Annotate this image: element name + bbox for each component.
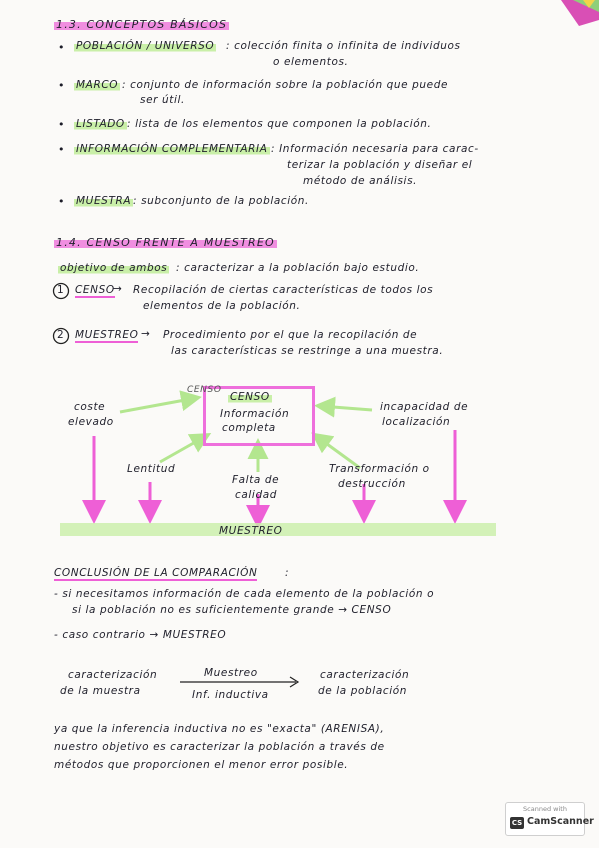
bullet-dot: •	[58, 143, 65, 156]
def-muestra-1: : subconjunto de la población.	[133, 195, 309, 207]
term-poblacion: POBLACIÓN / UNIVERSO	[76, 40, 215, 52]
stamp-brand: CamScanner	[527, 816, 594, 827]
bullet-dot: •	[58, 195, 65, 208]
final-line1: ya que la inferencia inductiva no es "exacta" (ARENISA),	[54, 723, 385, 735]
bullet-dot: •	[58, 79, 65, 92]
diagram-destruccion: destrucción	[338, 478, 406, 490]
def-muestreo-2: las características se restringe a una muestra.	[171, 345, 444, 357]
diagram-lentitud: Lentitud	[127, 463, 176, 475]
camscanner-stamp	[505, 802, 594, 836]
conclusion-line1: - si necesitamos información de cada elemento de la población o	[54, 588, 435, 600]
flow-right-1: caracterización	[320, 669, 410, 681]
def-marco-1: : conjunto de información sobre la población que puede	[122, 79, 449, 91]
flow-right-2: de la población	[318, 685, 408, 697]
censo-box-line1: Información	[220, 408, 290, 420]
flow-bottom: Inf. inductiva	[192, 689, 269, 701]
flow-left-1: caracterización	[68, 669, 158, 681]
diagram-muestreo: MUESTREO	[219, 525, 283, 537]
censo-box-title: CENSO	[230, 391, 270, 403]
final-line2: nuestro objetivo es caracterizar la población a través de	[54, 741, 385, 753]
flow-top: Muestreo	[204, 667, 258, 679]
term-muestra: MUESTRA	[76, 195, 132, 207]
def-poblacion-2: o elementos.	[273, 56, 349, 68]
number-2: 2	[57, 329, 65, 341]
arrow-muestreo: →	[141, 328, 151, 340]
flow-left-2: de la muestra	[60, 685, 141, 697]
section-title-censo-muestreo: 1.4. CENSO FRENTE A MUESTREO	[56, 236, 275, 249]
censo-box-line2: completa	[222, 422, 276, 434]
censo-box-tag: CENSO	[187, 385, 222, 395]
corner-decoration	[559, 0, 599, 26]
bullet-dot: •	[58, 41, 65, 54]
def-objetivo: : caracterizar a la población bajo estudio.	[176, 262, 420, 274]
conclusion-line3: - caso contrario → MUESTREO	[54, 629, 227, 641]
conclusion-title: CONCLUSIÓN DE LA COMPARACIÓN	[54, 567, 258, 579]
conclusion-colon: :	[285, 567, 290, 579]
final-line3: métodos que proporcionen el menor error posible.	[54, 759, 349, 771]
conclusion-line2: si la población no es suficientemente grande → CENSO	[72, 604, 392, 616]
stamp-small-text: Scanned with	[523, 805, 567, 813]
def-info-1: : Información necesaria para carac-	[271, 143, 479, 155]
def-poblacion-1: : colección finita o infinita de individuos	[226, 40, 461, 52]
diagram-localizacion: localización	[382, 416, 451, 428]
bullet-dot: •	[58, 118, 65, 131]
def-marco-2: ser útil.	[140, 94, 185, 106]
diagram-transformacion: Transformación o	[329, 463, 430, 475]
term-info-complementaria: INFORMACIÓN COMPLEMENTARIA	[76, 143, 268, 155]
term-objetivo: objetivo de ambos	[60, 262, 168, 274]
number-1: 1	[57, 284, 65, 296]
def-censo-1: Recopilación de ciertas características de todos los	[133, 284, 434, 296]
def-info-2: terizar la población y diseñar el	[287, 159, 473, 171]
def-listado-1: : lista de los elementos que componen la población.	[127, 118, 432, 130]
term-listado: LISTADO	[76, 118, 125, 130]
camscanner-logo-icon: CS	[511, 819, 523, 827]
term-muestreo: MUESTREO	[75, 329, 139, 341]
arrow-censo: →	[113, 283, 123, 295]
def-muestreo-1: Procedimiento por el que la recopilación de	[163, 329, 418, 341]
term-censo: CENSO	[75, 284, 115, 296]
flow-arrow	[178, 675, 303, 689]
diagram-coste: coste	[74, 401, 106, 413]
term-marco: MARCO	[76, 79, 119, 91]
diagram-incapacidad: incapacidad de	[380, 401, 469, 413]
section-title-conceptos: 1.3. CONCEPTOS BÁSICOS	[56, 18, 228, 31]
diagram-elevado: elevado	[68, 416, 114, 428]
def-censo-2: elementos de la población.	[143, 300, 301, 312]
diagram-falta: Falta de	[232, 474, 280, 486]
def-info-3: método de análisis.	[303, 175, 418, 187]
diagram-calidad: calidad	[235, 489, 278, 501]
